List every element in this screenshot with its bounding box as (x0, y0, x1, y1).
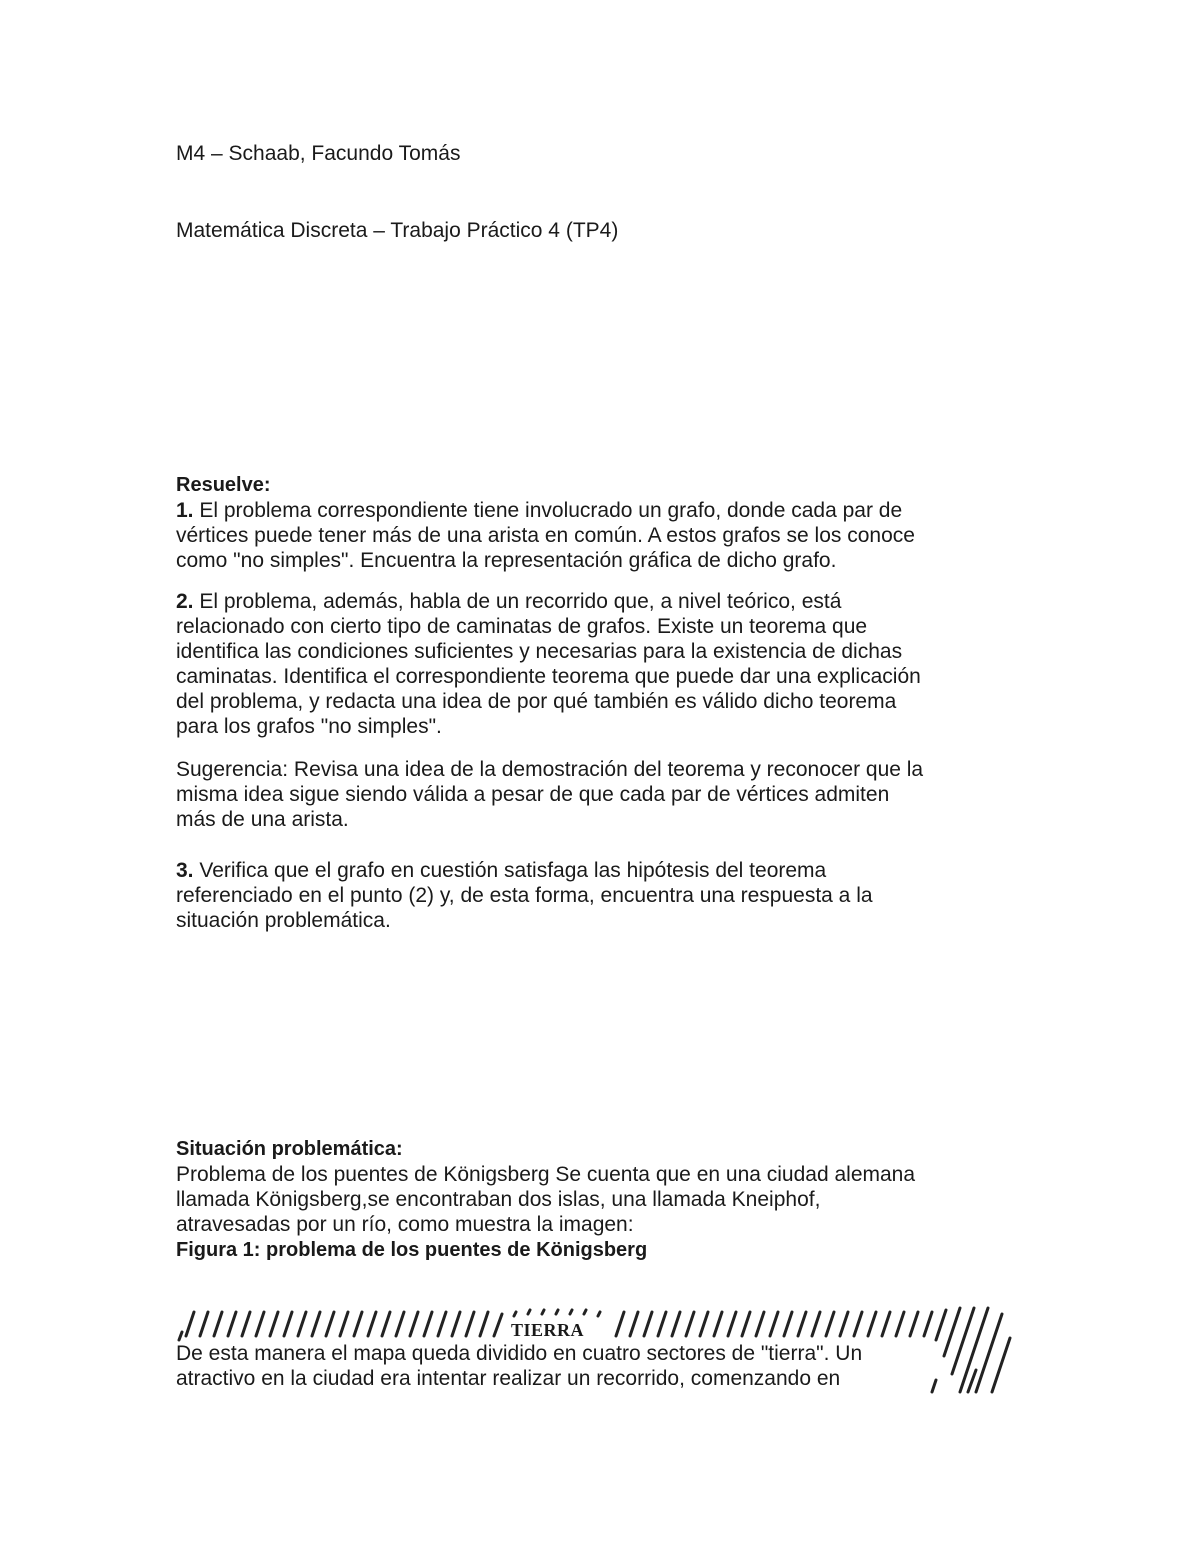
situacion-line-1: Problema de los puentes de Königsberg Se cuenta que en una ciudad alemana (176, 1163, 916, 1186)
item1-line-2: vértices puede tener más de una arista en común. A estos grafos se los conoce (176, 524, 915, 547)
item3-text: Verifica que el grafo en cuestión satisfaga las hipótesis del teorema (193, 859, 827, 882)
item2-line-3: identifica las condiciones suficientes y necesarias para la existencia de dichas (176, 640, 903, 663)
figure-caption: Figura 1: problema de los puentes de Königsberg (176, 1239, 648, 1261)
item1-text: El problema correspondiente tiene involucrado un grafo, donde cada par de (193, 499, 903, 522)
item2-line-2: relacionado con cierto tipo de caminatas de grafos. Existe un teorema que (176, 615, 868, 638)
item3-line-3: situación problemática. (176, 909, 391, 932)
item1-number: 1. (176, 499, 194, 522)
item2-line-6: para los grafos "no simples". (176, 715, 442, 738)
item2-line-4: caminatas. Identifica el correspondiente teorema que puede dar una explicación (176, 665, 921, 688)
situacion-heading: Situación problemática: (176, 1138, 403, 1160)
suggestion-line-3: más de una arista. (176, 808, 349, 831)
suggestion-line-1: Sugerencia: Revisa una idea de la demostración del teorema y reconocer que la (176, 758, 924, 781)
item1-line-1 (176, 498, 902, 523)
author-line: M4 – Schaab, Facundo Tomás (176, 142, 461, 165)
suggestion-line-2: misma idea sigue siendo válida a pesar de que cada par de vértices admiten (176, 783, 890, 806)
situacion-line-2: llamada Königsberg,se encontraban dos islas, una llamada Kneiphof, (176, 1188, 821, 1211)
course-title: Matemática Discreta – Trabajo Práctico 4 (TP4) (176, 219, 619, 242)
item3-line-2: referenciado en el punto (2) y, de esta forma, encuentra una respuesta a la (176, 884, 873, 907)
item2-line-1 (176, 589, 841, 614)
situacion-line-3: atravesadas por un río, como muestra la imagen: (176, 1213, 634, 1236)
item1-line-3: como "no simples". Encuentra la representación gráfica de dicho grafo. (176, 549, 837, 572)
after-figure-line-2: atractivo en la ciudad era intentar realizar un recorrido, comenzando en (176, 1367, 841, 1390)
item3-number: 3. (176, 859, 194, 882)
item2-text: El problema, además, habla de un recorrido que, a nivel teórico, está (193, 590, 842, 613)
item2-number: 2. (176, 590, 194, 613)
figure-label-tierra: TIERRA (511, 1320, 585, 1340)
item2-line-5: del problema, y redacta una idea de por qué también es válido dicho teorema (176, 690, 897, 713)
resuelve-heading: Resuelve: (176, 474, 271, 496)
item3-line-1 (176, 858, 826, 883)
after-figure-line-1: De esta manera el mapa queda dividido en cuatro sectores de "tierra". Un (176, 1342, 863, 1365)
